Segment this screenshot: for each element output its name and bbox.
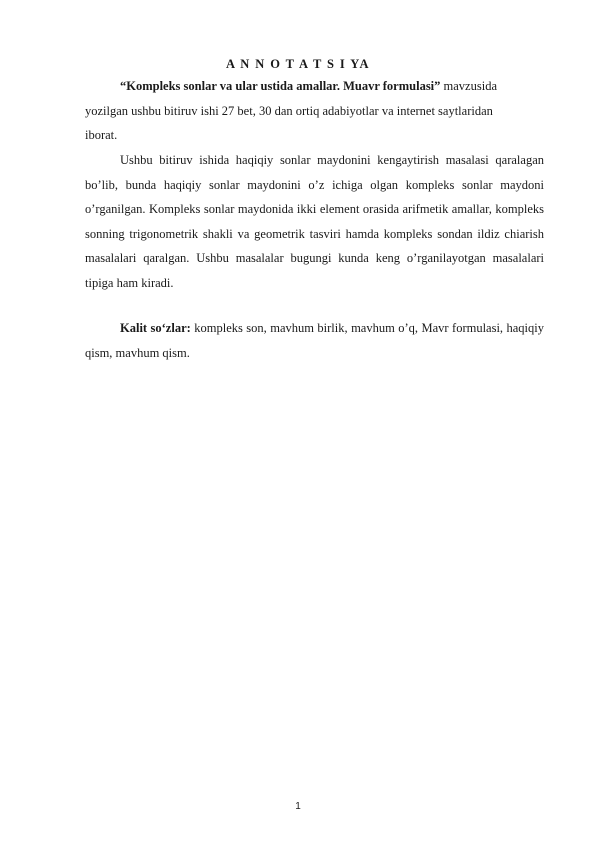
intro-paragraph [85, 74, 525, 148]
keywords-label: Kalit so‘zlar: [120, 321, 191, 335]
keywords-paragraph [85, 316, 544, 365]
description-text: Ushbu bitiruv ishida haqiqiy sonlar maydonini kengaytirish masalasi qaralagan bo’lib, bunda haqiqiy sonlar maydonini o’z ichiga olgan kompleks sonlar maydoni o’rganilgan. Kompleks sonlar maydonida ikki element orasida arifmetik amallar, kompleks sonning trigonometrik shakli va geometrik tasviri hamda kompleks sondan ildiz chiarish masalalari qaralgan. Ushbu masalalar bugungi kunda keng o’rganilayotgan masalalari tipiga ham kiradi. [85, 153, 544, 290]
annotation-title: A N N O T A T S I YA [226, 57, 370, 71]
page-number: 1 [295, 801, 301, 812]
thesis-topic-title: “Kompleks sonlar va ular ustida amallar. Muavr formulasi” [120, 79, 441, 93]
intro-text: mavzusida yozilgan ushbu bitiruv ishi 27 bet, 30 dan ortiq adabiyotlar va internet saytlaridan iborat. [85, 79, 497, 143]
keywords-text: kompleks son, mavhum birlik, mavhum o’q, Mavr formulasi, haqiqiy qism, mavhum qism. [85, 321, 544, 360]
description-paragraph [85, 148, 544, 296]
